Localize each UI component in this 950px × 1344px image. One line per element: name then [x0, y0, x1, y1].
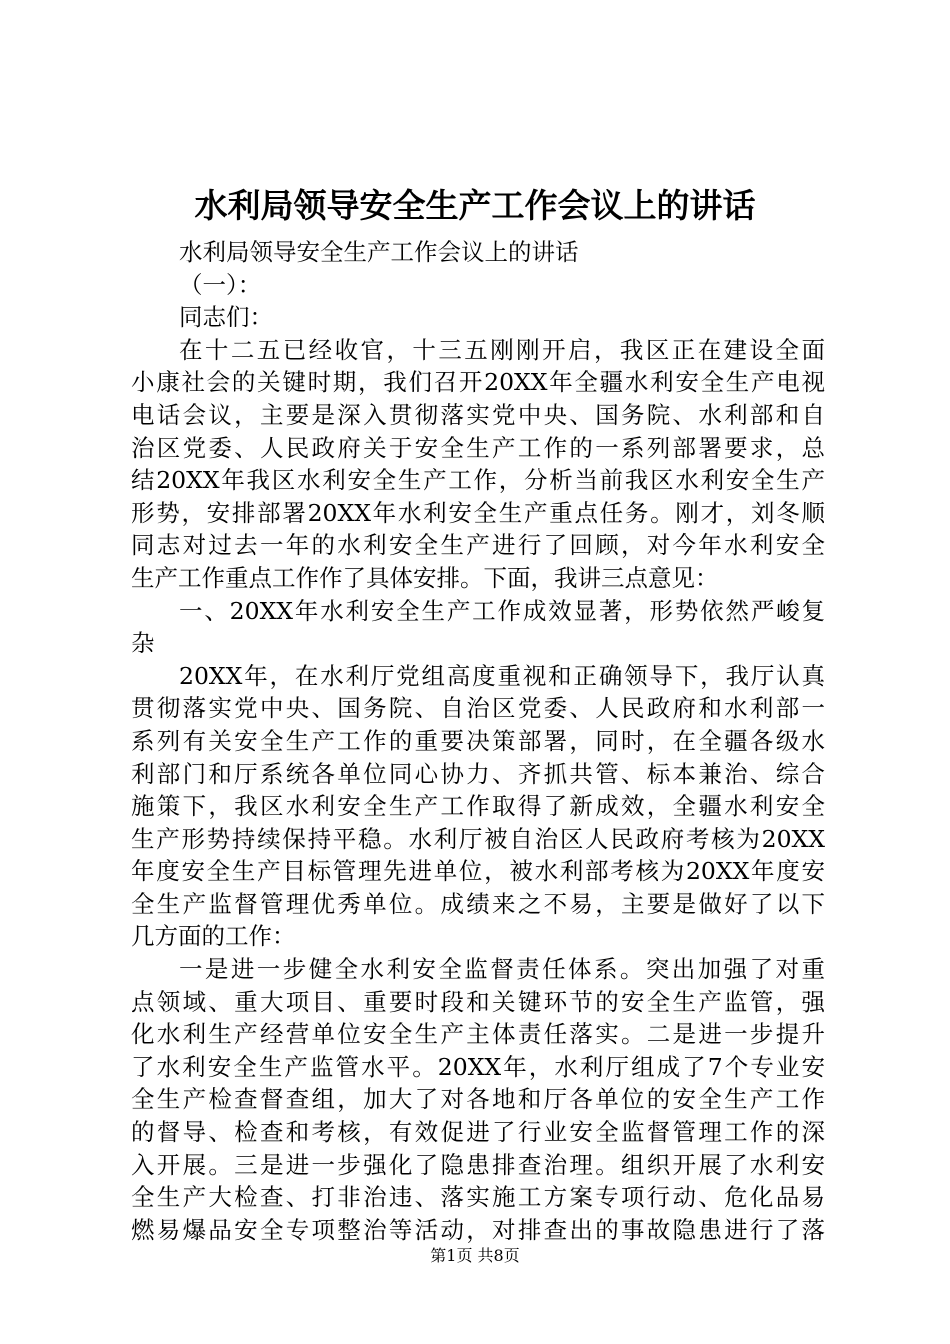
body-line: 20XX年，在水利厅党组高度重视和正确领导下，我厅认真 [179, 661, 825, 690]
body-line: （一）： [179, 270, 262, 299]
body-line: 生产形势持续保持平稳。水利厅被自治区人民政府考核为20XX [131, 824, 825, 853]
body-line: 全生产大检查、打非治违、落实施工方案专项行动、危化品易 [131, 1183, 825, 1212]
body-line: 年度安全生产目标管理先进单位，被水利部考核为20XX年度安 [131, 857, 825, 886]
body-line: 全生产检查督查组，加大了对各地和厅各单位的安全生产工作 [131, 1085, 825, 1114]
body-line: 燃易爆品安全专项整治等活动，对排查出的事故隐患进行了落 [131, 1215, 825, 1244]
body-line: 的督导、检查和考核，有效促进了行业安全监督管理工作的深 [131, 1118, 825, 1147]
body-line: 一是进一步健全水利安全监督责任体系。突出加强了对重 [179, 955, 825, 984]
body-line: 水利局领导安全生产工作会议上的讲话 [179, 238, 579, 266]
body-line: 生产工作重点工作作了具体安排。下面，我讲三点意见： [131, 563, 719, 592]
body-line: 电话会议，主要是深入贯彻落实党中央、国务院、水利部和自 [131, 400, 825, 429]
body-line: 一、20XX年水利安全生产工作成效显著，形势依然严峻复 [179, 596, 825, 625]
body-line: 施策下，我区水利安全生产工作取得了新成效，全疆水利安全 [131, 792, 825, 821]
body-line: 同志对过去一年的水利安全生产进行了回顾，对今年水利安全 [131, 531, 825, 560]
body-line: 结20XX年我区水利安全生产工作，分析当前我区水利安全生产 [131, 466, 825, 495]
body-line: 形势，安排部署20XX年水利安全生产重点任务。刚才，刘冬顺 [131, 498, 825, 527]
page-footer: 第1页 共8页 [430, 1246, 520, 1265]
body-line: 贯彻落实党中央、国务院、自治区党委、人民政府和水利部一 [131, 694, 825, 723]
body-line: 利部门和厅系统各单位同心协力、齐抓共管、标本兼治、综合 [131, 759, 825, 788]
body-line: 全生产监督管理优秀单位。成绩来之不易，主要是做好了以下 [131, 889, 825, 918]
document-body [131, 236, 825, 1246]
body-line: 在十二五已经收官，十三五刚刚开启，我区正在建设全面 [179, 335, 825, 364]
body-line: 杂 [131, 629, 155, 658]
document-title: 水利局领导安全生产工作会议上的讲话 [194, 186, 756, 225]
body-line: 几方面的工作： [131, 922, 296, 951]
body-line: 小康社会的关键时期，我们召开20XX年全疆水利安全生产电视 [131, 368, 825, 397]
body-line: 系列有关安全生产工作的重要决策部署，同时，在全疆各级水 [131, 726, 825, 755]
body-line: 同志们： [179, 303, 273, 332]
body-line: 了水利安全生产监管水平。20XX年，水利厅组成了7个专业安 [131, 1052, 825, 1081]
body-line: 治区党委、人民政府关于安全生产工作的一系列部署要求，总 [131, 433, 825, 462]
body-line: 化水利生产经营单位安全生产主体责任落实。二是进一步提升 [131, 1020, 825, 1049]
body-line: 入开展。三是进一步强化了隐患排查治理。组织开展了水利安 [131, 1150, 825, 1179]
body-line: 点领域、重大项目、重要时段和关键环节的安全生产监管，强 [131, 987, 825, 1016]
